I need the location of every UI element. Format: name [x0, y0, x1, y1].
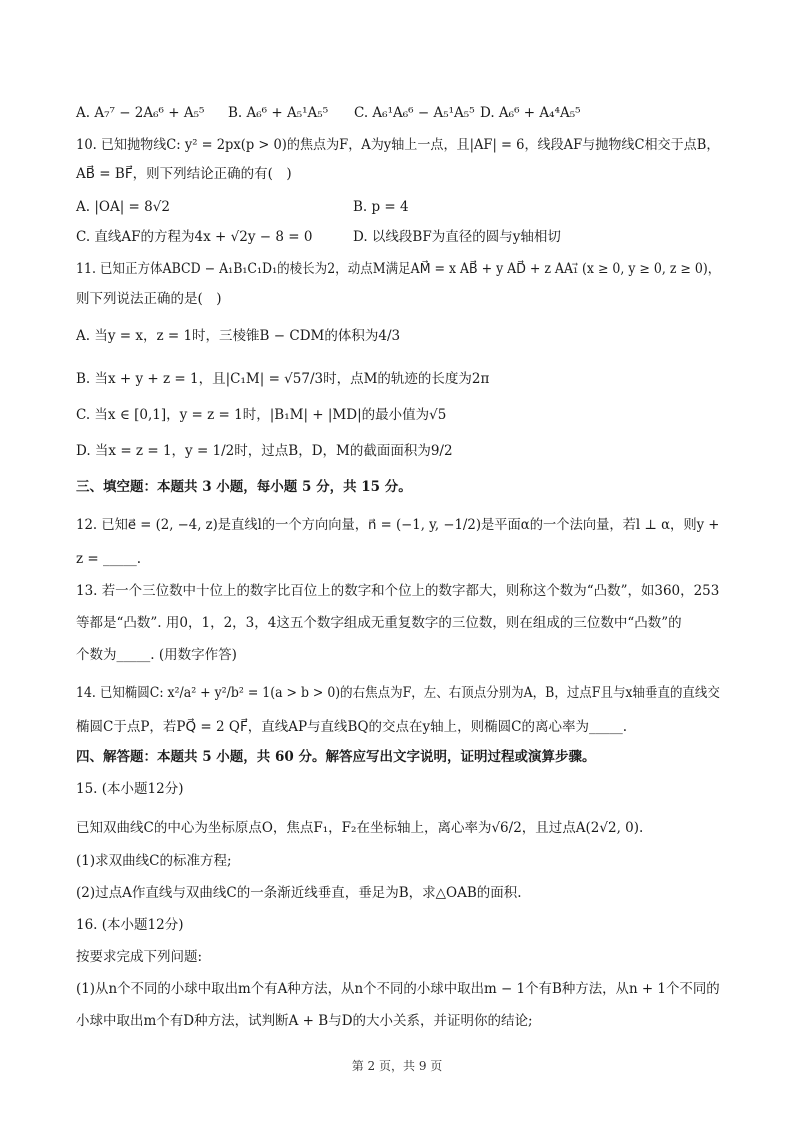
- q14-line2: 椭圆C于点P，若PQ⃗ = 2 QF⃗，直线AP与直线BQ的交点在y轴上，则椭圆C的离心率为_____.: [76, 719, 628, 735]
- q11-option-a: A. 当y = x，z = 1时，三棱锥B − CDM的体积为4/3: [76, 328, 401, 344]
- q16-header: 16. (本小题12分): [76, 917, 184, 933]
- q9-option-a: A. A₇⁷ − 2A₆⁶ + A₅⁵: [76, 105, 205, 121]
- q16-part1-line1: (1)从n个不同的小球中取出m个有A种方法，从n个不同的小球中取出m − 1个有B种方法，从n + 1个不同的: [76, 981, 720, 997]
- q16-part1-line2: 小球中取出m个有D种方法，试判断A + B与D的大小关系，并证明你的结论;: [76, 1013, 533, 1029]
- q12-line2: z = _____.: [76, 551, 142, 567]
- q15-part2: (2)过点A作直线与双曲线C的一条渐近线垂直，垂足为B，求△OAB的面积.: [76, 885, 522, 901]
- q15-header: 15. (本小题12分): [76, 781, 184, 797]
- q10-option-c: C. 直线AF的方程为4x + √2y − 8 = 0: [76, 229, 313, 245]
- q10-stem-line2: AB⃗ = BF⃗，则下列结论正确的有( ): [76, 166, 292, 182]
- q12-line1: 12. 已知e⃗ = (2, −4, z)是直线l的一个方向向量，n⃗ = (−1, y, −1/2)是平面α的一个法向量，若l ⊥ α，则y +: [76, 517, 720, 533]
- q16-stem: 按要求完成下列问题:: [76, 949, 203, 965]
- q11-option-b: B. 当x + y + z = 1，且|C₁M| = √57/3时，点M的轨迹的长度为2π: [76, 371, 490, 387]
- section-solutions-heading: 四、解答题：本题共 5 小题，共 60 分。解答应写出文字说明，证明过程或演算步骤。: [76, 749, 596, 765]
- q9-option-b: B. A₆⁶ + A₅¹A₅⁵: [228, 105, 329, 121]
- q13-line1: 13. 若一个三位数中十位上的数字比百位上的数字和个位上的数字都大，则称这个数为“凸数”，如360，253: [76, 583, 720, 599]
- q14-line1: 14. 已知椭圆C: x²/a² + y²/b² = 1(a > b > 0)的右焦点为F，左、右顶点分别为A，B，过点F且与x轴垂直的直线交: [76, 685, 720, 701]
- q11-option-d: D. 当x = z = 1，y = 1/2时，过点B，D，M的截面面积为9/2: [76, 443, 453, 459]
- q11-stem-line2: 则下列说法正确的是( ): [76, 291, 222, 307]
- q10-stem-line1: 10. 已知抛物线C: y² = 2px(p > 0)的焦点为F，A为y轴上一点，且|AF| = 6，线段AF与抛物线C相交于点B，: [76, 137, 720, 153]
- q11-stem-line1: 11. 已知正方体ABCD − A₁B₁C₁D₁的棱长为2，动点M满足AM⃗ = x AB⃗ + y AD⃗ + z AA₁⃗ (x ≥ 0, y ≥ 0, z ≥ 0)，: [76, 261, 721, 277]
- q13-line2: 等都是“凸数”. 用0，1，2，3，4这五个数字组成无重复数字的三位数，则在组成的三位数中“凸数”的: [76, 615, 682, 631]
- q10-option-a: A. |OA| = 8√2: [76, 199, 170, 215]
- q9-option-c: C. A₆¹A₆⁶ − A₅¹A₅⁵: [354, 105, 475, 121]
- q11-option-c: C. 当x ∈ [0,1]，y = z = 1时，|B₁M| + |MD|的最小值为√5: [76, 407, 447, 423]
- section-fill-in-heading: 三、填空题：本题共 3 小题，每小题 5 分，共 15 分。: [76, 479, 412, 495]
- q13-line3: 个数为_____. (用数字作答): [76, 647, 237, 663]
- q15-part1: (1)求双曲线C的标准方程;: [76, 853, 232, 869]
- q15-stem: 已知双曲线C的中心为坐标原点O，焦点F₁，F₂在坐标轴上，离心率为√6/2，且过点A(2√2, 0).: [76, 820, 644, 836]
- q9-option-d: D. A₆⁶ + A₄⁴A₅⁵: [480, 105, 581, 121]
- q10-option-b: B. p = 4: [353, 199, 409, 215]
- q10-option-d: D. 以线段BF为直径的圆与y轴相切: [353, 229, 561, 245]
- q9-options: [76, 102, 581, 124]
- page-footer: 第 2 页，共 9 页: [351, 1059, 443, 1073]
